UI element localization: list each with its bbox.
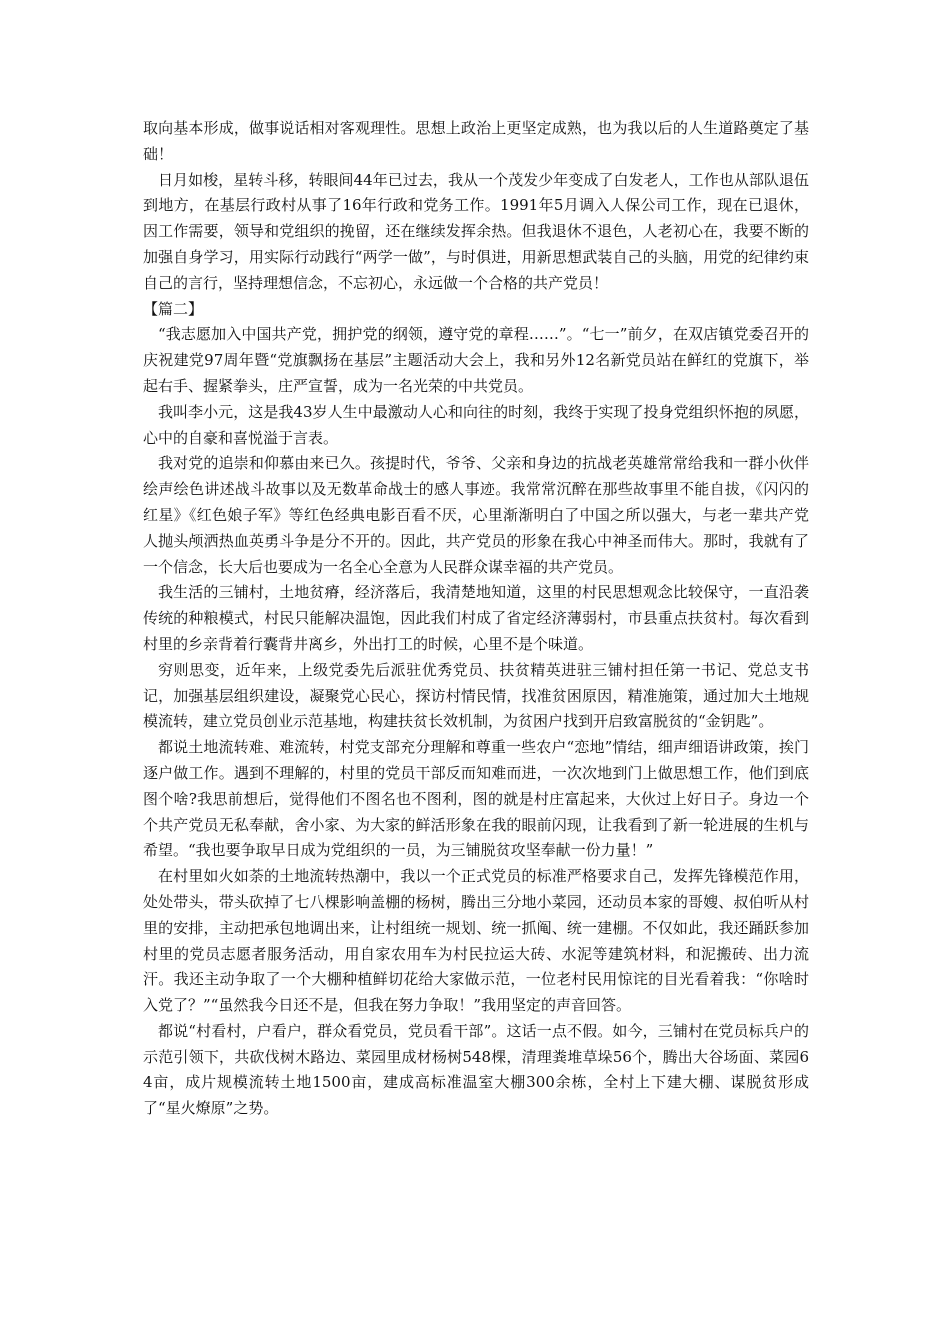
paragraph: 我生活的三铺村，土地贫瘠，经济落后，我清楚地知道，这里的村民思想观念比较保守，一直沿袭传统的种粮模式，村民只能解决温饱，因此我们村成了省定经济薄弱村，市县重点扶贫村。每次看到村里的乡亲背着行囊背井离乡，外出打工的时候，心里不是个味道。 <box>143 583 809 653</box>
paragraph: 我对党的追崇和仰慕由来已久。孩提时代，爷爷、父亲和身边的抗战老英雄常常给我和一群小伙伴绘声绘色讲述战斗故事以及无数革命战士的感人事迹。我常常沉醉在那些故事里不能自拔，《闪闪的红星》《红色娘子军》等红色经典电影百看不厌，心里渐渐明白了中国之所以强大，与老一辈共产党人抛头颅洒热血英勇斗争是分不开的。因此，共产党员的形象在我心中神圣而伟大。那时，我就有了一个信念，长大后也要成为一名全心全意为人民群众谋幸福的共产党员。 <box>143 454 809 576</box>
paragraph: 日月如梭，星转斗移，转眼间44年已过去，我从一个茂发少年变成了白发老人，工作也从部队退伍到地方，在基层行政村从事了16年行政和党务工作。1991年5月调入人保公司工作，现在已退休，因工作需要，领导和党组织的挽留，还在继续发挥余热。但我退休不退色，人老初心在，我要不断的加强自身学习，用实际行动践行“两学一做”，与时俱进，用新思想武装自己的头脑，用党的纪律约束自己的言行，坚持理想信念，不忘初心，永远做一个合格的共产党员！ <box>143 170 809 292</box>
paragraph: 在村里如火如荼的土地流转热潮中，我以一个正式党员的标准严格要求自己，发挥先锋模范作用，处处带头，带头砍掉了七八棵影响盖棚的杨树，腾出三分地小菜园，还动员本家的哥嫂、叔伯听从村里的安排，主动把承包地调出来，让村组统一规划、统一抓阄、统一建棚。不仅如此，我还踊跃参加村里的党员志愿者服务活动，用自家农用车为村民拉运大砖、水泥等建筑材料，和泥搬砖、出力流汗。我还主动争取了一个大棚种植鲜切花给大家做示范，一位老村民用惊诧的目光看着我：“你啥时入党了？”“虽然我今日还不是，但我在努力争取！”我用坚定的声音回答。 <box>143 867 809 1015</box>
paragraph: 都说“村看村，户看户，群众看党员，党员看干部”。这话一点不假。如今，三铺村在党员标兵户的示范引领下，共砍伐树木路边、菜园里成材杨树548棵，清理粪堆草垛56个，腾出大谷场面、菜园64亩，成片规模流转土地1500亩，建成高标准温室大棚300余栋，全村上下建大棚、谋脱贫形成了“星火燎原”之势。 <box>143 1021 809 1118</box>
paragraph: 取向基本形成，做事说话相对客观理性。思想上政治上更坚定成熟，也为我以后的人生道路奠定了基础！ <box>143 119 809 163</box>
paragraph: 穷则思变，近年来，上级党委先后派驻优秀党员、扶贫精英进驻三铺村担任第一书记、党总支书记，加强基层组织建设，凝聚党心民心，探访村情民情，找准贫困原因，精准施策，通过加大土地规模流转，建立党员创业示范基地，构建扶贫长效机制，为贫困户找到开启致富脱贫的“金钥匙”。 <box>143 660 809 731</box>
paragraph: 我叫李小元，这是我43岁人生中最激动人心和向往的时刻，我终于实现了投身党组织怀抱的夙愿，心中的自豪和喜悦溢于言表。 <box>143 402 809 447</box>
paragraph: 都说土地流转难、难流转，村党支部充分理解和尊重一些农户“恋地”情结，细声细语讲政策，挨门逐户做工作。遇到不理解的，村里的党员干部反而知难而进，一次次地到门上做思想工作，他们到底图个啥?我思前想后，觉得他们不图名也不图利，图的就是村庄富起来，大伙过上好日子。身边一个个共产党员无私奉献，舍小家、为大家的鲜活形象在我的眼前闪现，让我看到了新一轮进展的生机与希望。“我也要争取早日成为党组织的一员，为三铺脱贫攻坚奉献一份力量！” <box>143 738 809 860</box>
paragraph: “我志愿加入中国共产党，拥护党的纲领，遵守党的章程……”。“七一”前夕，在双店镇党委召开的庆祝建党97周年暨“党旗飘扬在基层”主题活动大会上，我和另外12名新党员站在鲜红的党旗下，举起右手、握紧拳头，庄严宣誓，成为一名光荣的中共党员。 <box>143 325 809 395</box>
section-heading: 【篇二】 <box>143 299 204 318</box>
document-page <box>143 116 809 1122</box>
